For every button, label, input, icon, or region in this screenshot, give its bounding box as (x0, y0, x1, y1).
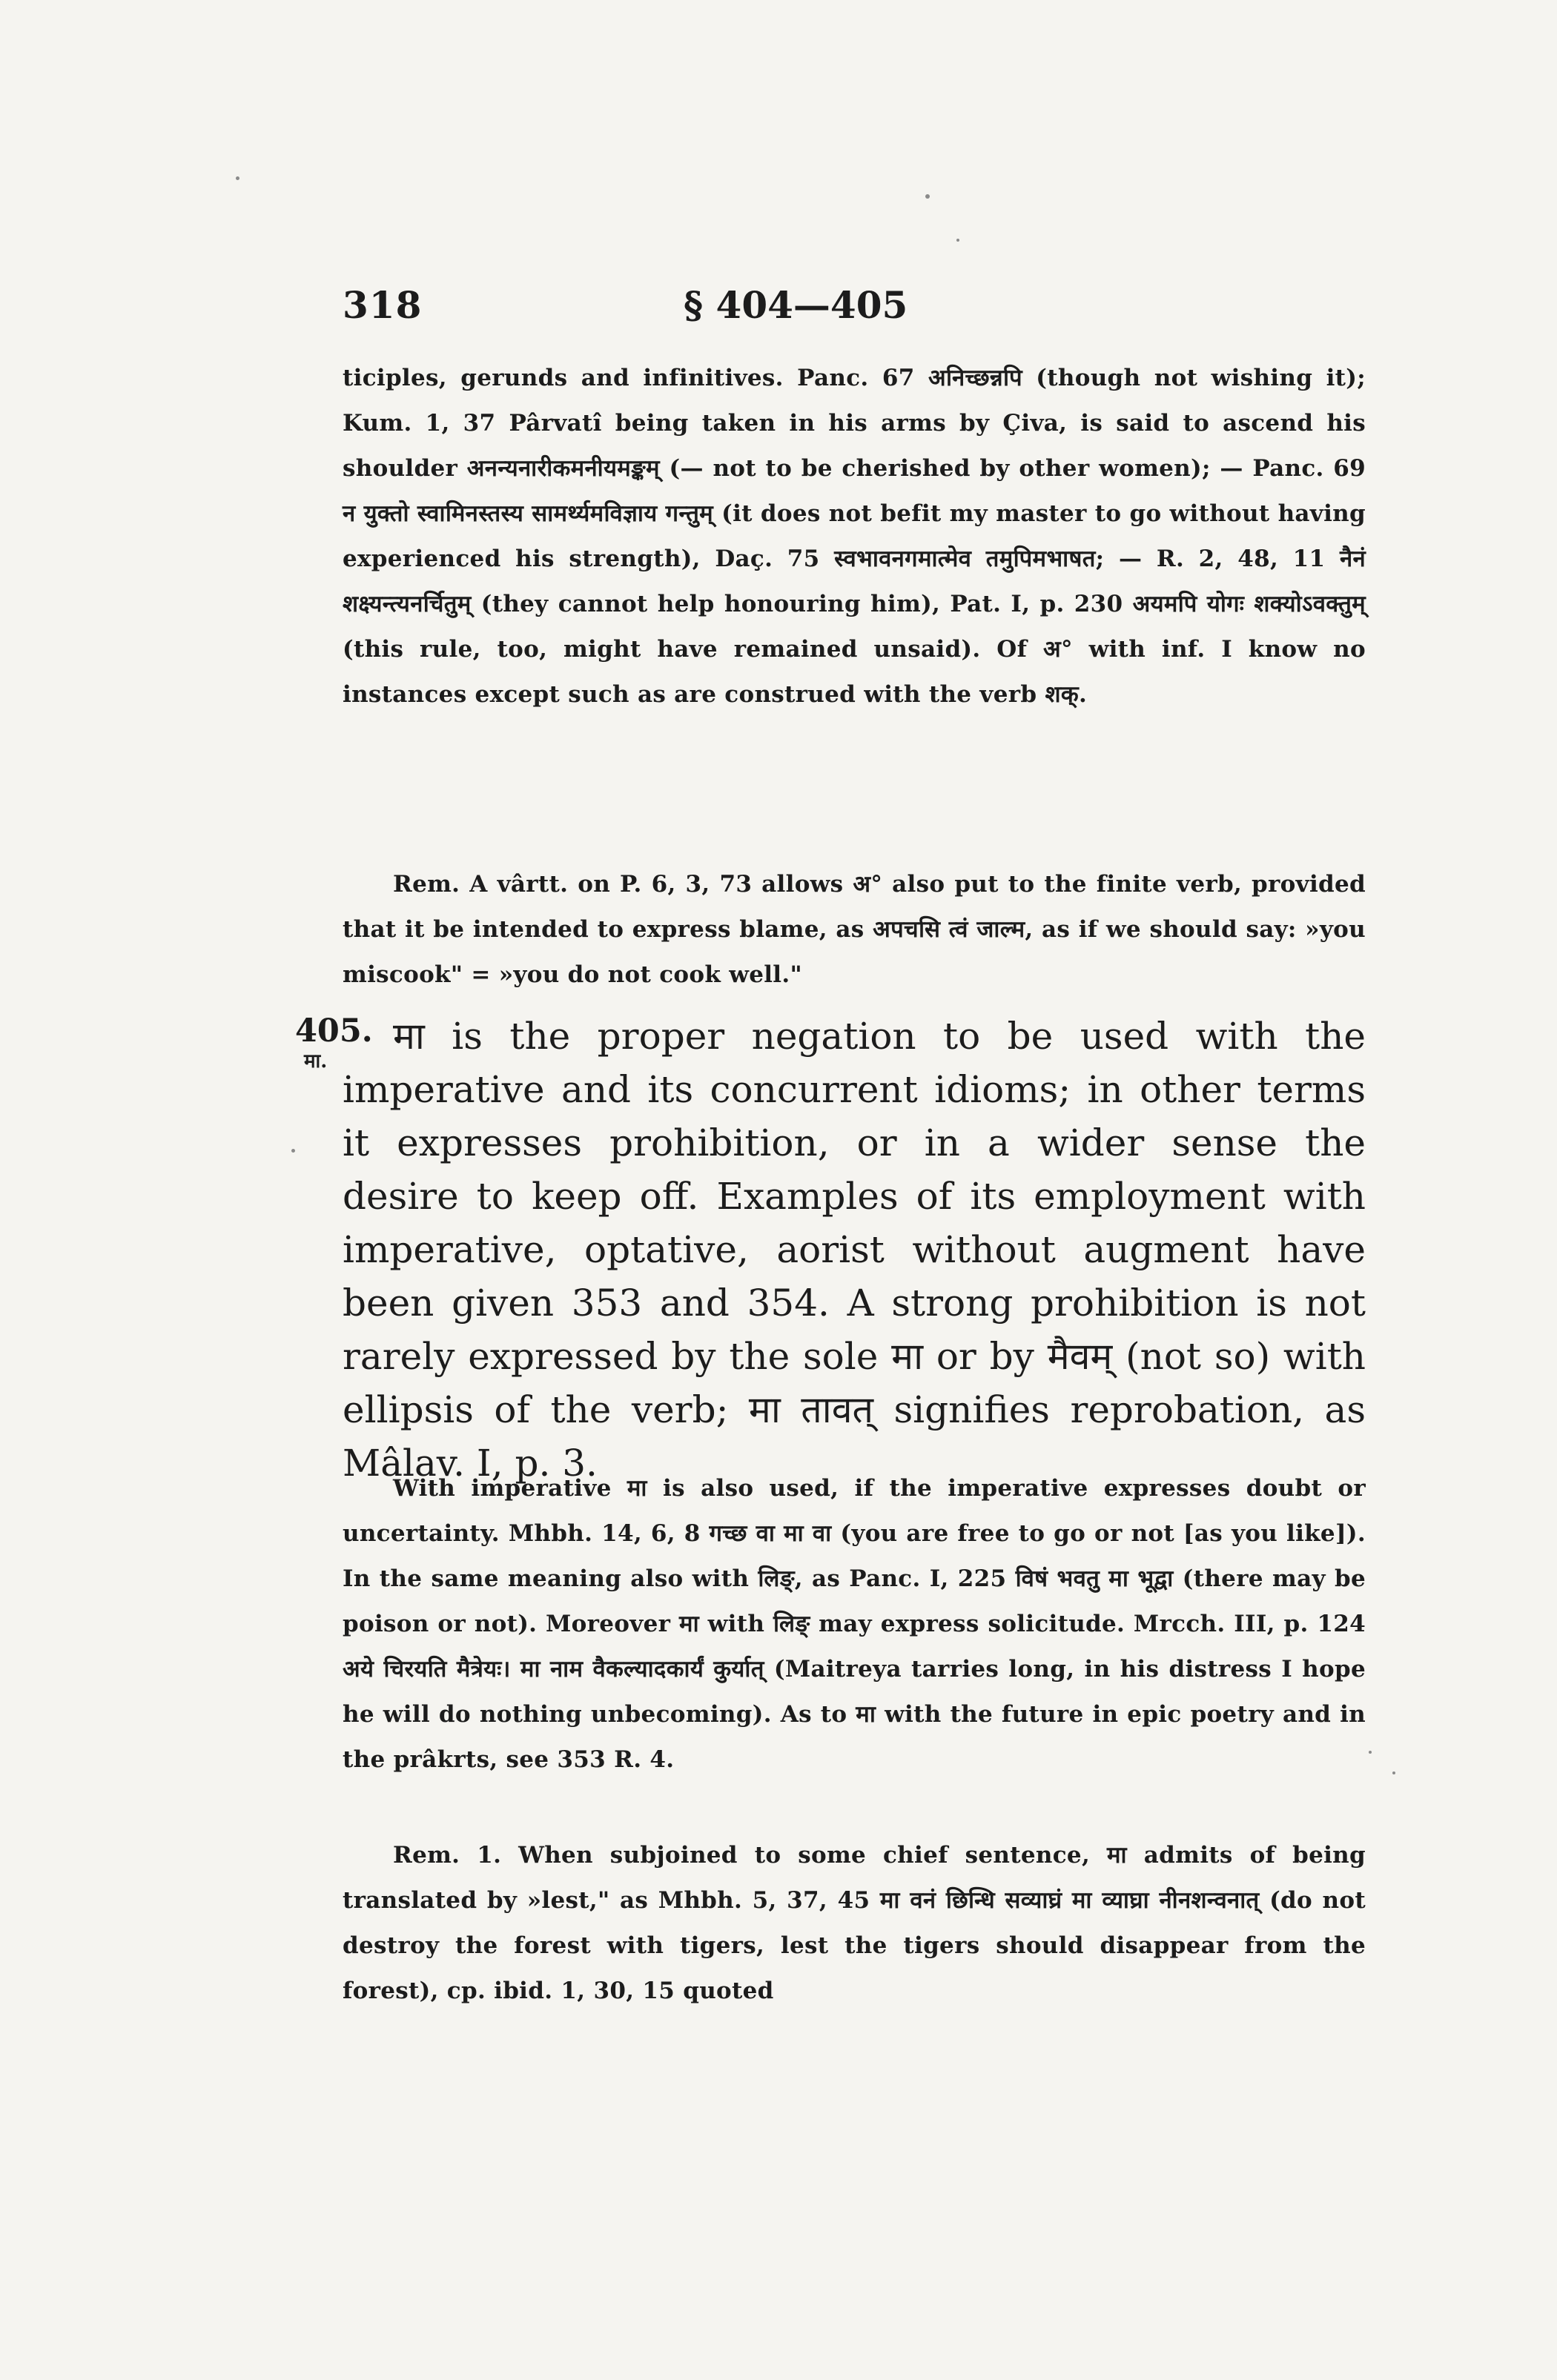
scan-speck (1369, 1751, 1372, 1754)
scan-speck (291, 1149, 295, 1153)
section-range: § 404—405 (684, 283, 908, 327)
paragraph-remark-vartt: Rem. A vârtt. on P. 6, 3, 73 allows अ° also put to the finite verb, provided that it be intended to express blame, as अपचसि त्वं जाल्म, as if we should say: »you miscook" = »you do not cook well." (343, 871, 1366, 988)
scan-speck (925, 194, 930, 199)
page-number: 318 (343, 283, 423, 327)
scan-speck (236, 176, 239, 180)
scan-speck (956, 239, 959, 242)
margin-section-number: 405. (295, 1012, 373, 1050)
page-header (343, 283, 1366, 335)
scan-speck (1392, 1771, 1395, 1774)
paragraph-remark-lest: Rem. 1. When subjoined to some chief sentence, मा admits of being translated by »lest," as Mhbh. 5, 37, 45 मा वनं छिन्धि सव्याघ्रं मा व्याघ्रा नीनशन्वनात् (do not destroy the forest with tigers, lest the tigers should disappear from the forest), cp. ibid. 1, 30, 15 quoted (343, 1842, 1366, 2004)
margin-section-word: मा. (304, 1050, 328, 1073)
paragraph-section-405: मा is the proper negation to be used with the imperative and its concurrent idioms; in other terms it expresses prohibition, or in a wider sense the desire to keep off. Examples of its employment with imperative, optative, aorist without augment have been given 353 and 354. A strong prohibition is not rarely expressed by the sole मा or by मैवम् (not so) with ellipsis of the verb; मा तावत् signifies reprobation, as Mâlav. I, p. 3. (343, 1015, 1366, 1485)
paragraph-participles: ticiples, gerunds and infinitives. Panc. 67 अनिच्छन्नपि (though not wishing it); Kum. 1, 37 Pârvatî being taken in his arms by Çiva, is said to ascend his shoulder अनन्यनारीकमनीयमङ्कम् (— not to be cherished by other women); — Panc. 69 न युक्तो स्वामिनस्तस्य सामर्थ्यमविज्ञाय गन्तुम् (it does not befit my master to go without having experienced his strength), Daç. 75 स्वभावनगमात्मेव तमुपिमभाषत; — R. 2, 48, 11 नैनं शक्ष्यन्त्यनर्चितुम् (they cannot help honouring him), Pat. I, p. 230 अयमपि योगः शक्योऽवक्तुम् (this rule, too, might have remained unsaid). Of अ° with inf. I know no instances except such as are construed with the verb शक्. (343, 365, 1366, 708)
paragraph-imperative-doubt: With imperative मा is also used, if the imperative expresses doubt or uncertainty. Mhbh. 14, 6, 8 गच्छ वा मा वा (you are free to go or not [as you like]). In the same meaning also with लिङ्, as Panc. I, 225 विषं भवतु मा भूद्वा (there may be poison or not). Moreover मा with लिङ् may express solicitude. Mrcch. III, p. 124 अये चिरयति मैत्रेयः। मा नाम वैकल्यादकार्यं कुर्यात् (Maitreya tarries long, in his distress I hope he will do nothing unbecoming). As to मा with the future in epic poetry and in the prâkrts, see 353 R. 4. (343, 1475, 1366, 1773)
